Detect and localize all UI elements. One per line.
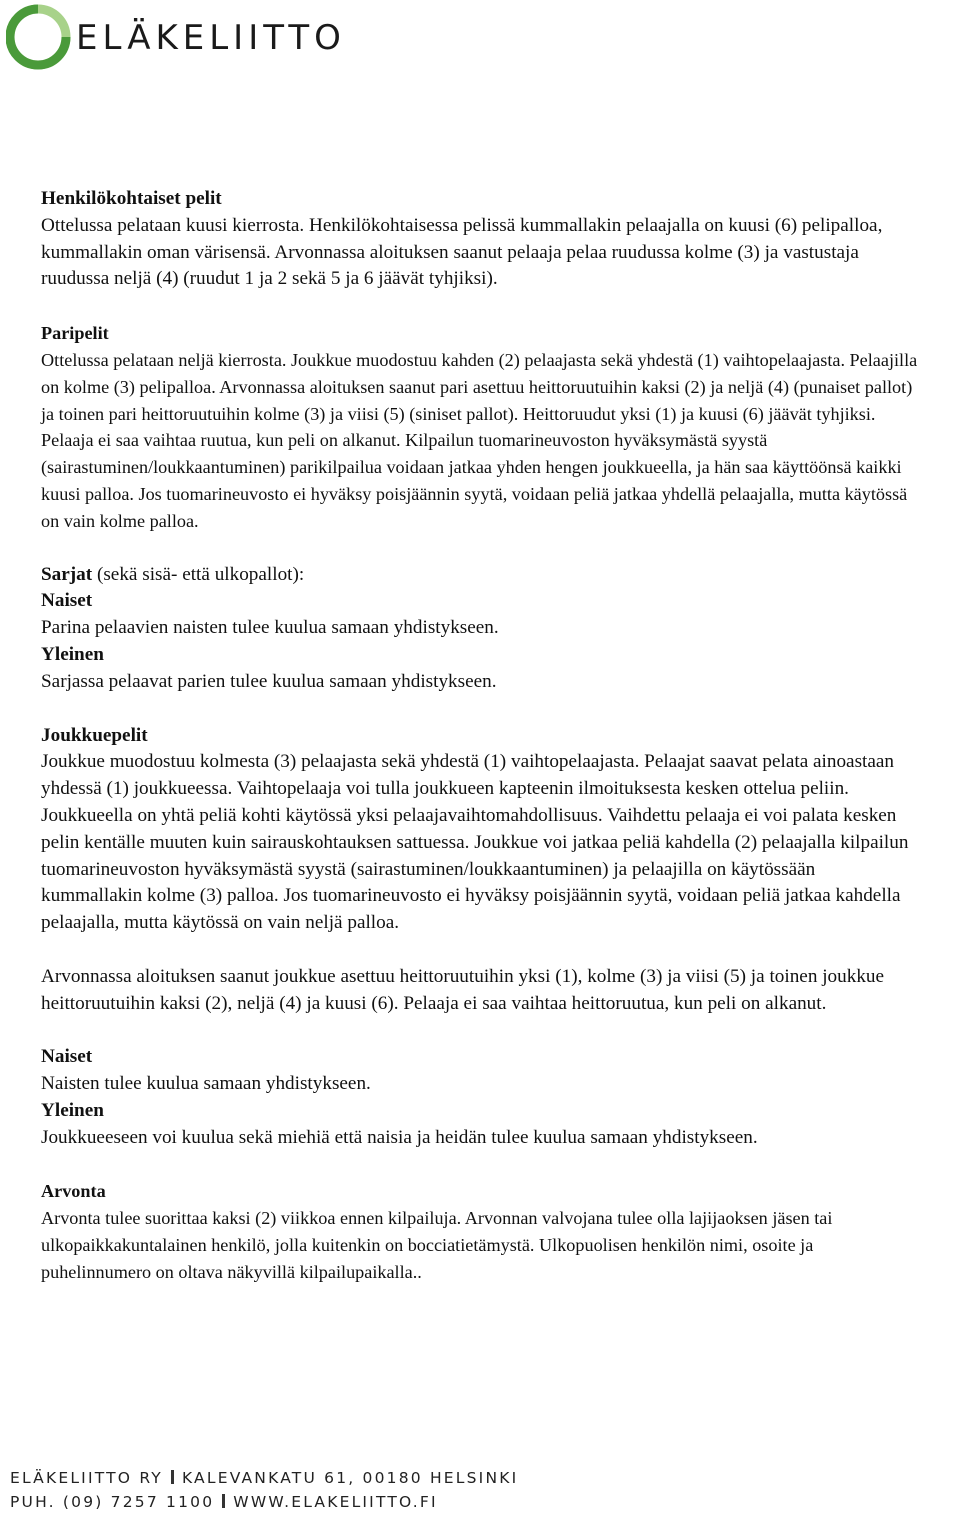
section-joukkuepelit [41, 723, 921, 1152]
yleinen-paragraph: Sarjassa pelaavat parien tulee kuulua samaan yhdistykseen. [41, 670, 497, 692]
section-arvonta [41, 1178, 921, 1285]
section-heading: Joukkuepelit [41, 724, 148, 746]
section-heading: Henkilökohtaiset pelit [41, 188, 222, 209]
yleinen-paragraph: Joukkueeseen voi kuulua sekä miehiä että naisia ja heidän tulee kuulua samaan yhdistykseen. [41, 1126, 758, 1148]
footer-address: KALEVANKATU 61, 00180 HELSINKI [181, 1469, 519, 1487]
footer-org: ELÄKELIITTO RY [10, 1469, 163, 1487]
footer [10, 1466, 518, 1514]
section-paragraph: Ottelussa pelataan kuusi kierrosta. Henkilökohtaisessa pelissä kummallakin pelaajalla on kuusi (6) pelipalloa, kummallakin oman värisensä. Arvonnassa aloituksen saanut pelaaja pelaa ruudussa kolme (3) ja vastustaja ruudussa neljä (4) (ruudut 1 ja 2 sekä 5 ja 6 jäävät tyhjiksi). [41, 214, 883, 290]
footer-address-line [10, 1466, 518, 1490]
footer-separator [222, 1494, 225, 1508]
section-paragraph: Ottelussa pelataan neljä kierrosta. Joukkue muodostuu kahden (2) pelaajasta sekä yhdestä (1) vaihtopelaajasta. Pelaajilla on kolme (3) pelipalloa. Arvonnassa aloituksen saanut pari asettuu heittoruutuihin kaksi (2) ja neljä (4) (punaiset pallot) ja toinen pari heittoruutuihin kolme (3) ja viisi (5) (siniset pallot). Heittoruudut yksi (1) ja kuusi (6) jäävät tyhjiksi. Pelaaja ei saa vaihtaa ruutua, kun peli on alkanut. Kilpailun tuomarineuvoston hyväksymästä syystä (sairastuminen/loukkaantuminen) parikilpailua voidaan jatkaa yhden hengen joukkueella, ja hän saa käyttöönsä kaikki kuusi palloa. Jos tuomarineuvosto ei hyväksy poisjäännin syytä, voidaan peliä jatkaa yhdellä pelaajalla, mutta käytössä on vain kolme palloa. [41, 349, 918, 531]
section-paripelit [41, 320, 921, 534]
section-sarjat [41, 562, 921, 696]
sub-heading-yleinen: Yleinen [41, 1099, 104, 1121]
sub-heading-naiset: Naiset [41, 590, 93, 612]
document-body [41, 186, 921, 1312]
sarjat-heading-line [41, 562, 921, 589]
footer-phone: PUH. (09) 7257 1100 [10, 1493, 215, 1511]
sarjat-heading-suffix: (sekä sisä- että ulkopallot): [92, 563, 305, 585]
naiset-paragraph: Naisten tulee kuulua samaan yhdistykseen. [41, 1072, 371, 1094]
section-heading: Arvonta [41, 1181, 106, 1202]
section-henkilokohtaiset [41, 186, 921, 293]
naiset-paragraph: Parina pelaavien naisten tulee kuulua samaan yhdistykseen. [41, 617, 499, 639]
section-paragraph: Arvonnassa aloituksen saanut joukkue asettuu heittoruutuihin yksi (1), kolme (3) ja viisi (5) ja toinen joukkue heittoruutuihin kaksi (2), neljä (4) ja kuusi (6). Pelaaja ei saa vaihtaa heittoruutua, kun peli on alkanut. [41, 965, 885, 1014]
logo-text: ELÄKELIITTO [76, 18, 346, 58]
section-heading: Paripelit [41, 323, 109, 344]
logo-ring-icon [6, 4, 72, 70]
section-paragraph: Arvonta tulee suorittaa kaksi (2) viikkoa ennen kilpailuja. Arvonnan valvojana tulee olla lajijaoksen jäsen tai ulkopaikkakuntalainen henkilö, jolla kuitenkin on bocciatietämystä. Ulkopuolisen henkilön nimi, osoite ja puhelinnumero on oltava näkyvillä kilpailupaikalla.. [41, 1208, 833, 1282]
footer-contact-line [10, 1490, 518, 1514]
footer-web-link[interactable]: WWW.ELAKELIITTO.FI [233, 1493, 438, 1511]
sub-heading-yleinen: Yleinen [41, 643, 104, 665]
sub-heading-naiset: Naiset [41, 1046, 93, 1068]
footer-separator [171, 1470, 174, 1484]
section-heading: Sarjat [41, 563, 93, 585]
section-paragraph: Joukkue muodostuu kolmesta (3) pelaajasta sekä yhdestä (1) vaihtopelaajasta. Pelaajat saavat pelata ainoastaan yhdessä (1) joukkueessa. Vaihtopelaaja voi tulla joukkueen kapteenin ilmoituksesta kesken ottelua peliin. Joukkueella on yhtä peliä kohti käytössä yksi pelaajavaihtomahdollisuus. Vaihdettu pelaaja ei voi palata kesken pelin kentälle muuten kuin sairauskohtauksen sattuessa. Joukkue voi jatkaa peliä kahdella (2) pelaajalla kilpailun tuomarineuvoston hyväksymästä syystä (sairastuminen/loukkaantuminen) ja pelaajilla on käytössään kummallakin kolme (3) palloa. Jos tuomarineuvosto ei hyväksy poisjäännin syytä, voidaan peliä jatkaa kahdella pelaajalla, mutta käytössä on vain neljä palloa. [41, 751, 909, 934]
logo [6, 4, 346, 70]
